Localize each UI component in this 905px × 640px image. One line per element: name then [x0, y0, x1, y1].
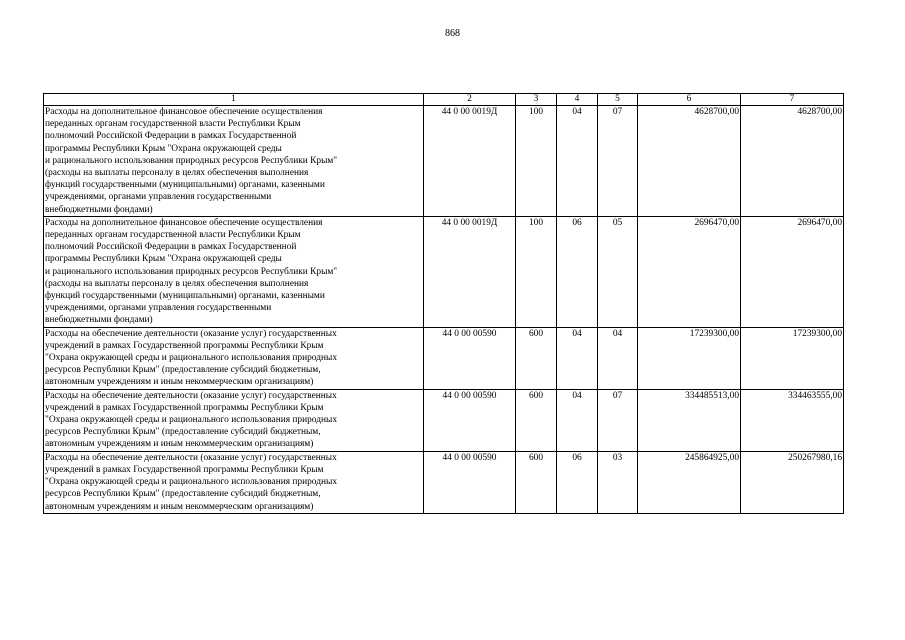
row-section: 06	[557, 451, 598, 513]
header-row	[44, 94, 844, 106]
header-col-1: 1	[44, 94, 424, 106]
row-section: 04	[557, 327, 598, 389]
row-amount-6: 334485513,00	[638, 389, 741, 451]
row-subsection: 04	[598, 327, 638, 389]
header-col-4: 4	[557, 94, 598, 106]
row-description: Расходы на дополнительное финансовое обеспечение осуществления переданных органам государственной власти Республики Крым полномочий Российской Федерации в рамках Государственной программы Республики Крым "Охрана окружающей среды и рационального использования природных ресурсов Республики Крым" (расходы на выплаты персоналу в целях обеспечения выполнения функций государственными (муниципальными) органами, казенными учреждениями, органами управления государственными внебюджетными фондами)	[44, 106, 424, 217]
header-col-5: 5	[598, 94, 638, 106]
table-row	[44, 451, 844, 513]
header-col-7: 7	[741, 94, 844, 106]
page-number: 868	[445, 28, 460, 39]
row-amount-7: 250267980,16	[741, 451, 844, 513]
table-row	[44, 389, 844, 451]
row-subsection: 05	[598, 216, 638, 327]
row-description: Расходы на дополнительное финансовое обеспечение осуществления переданных органам государственной власти Республики Крым полномочий Российской Федерации в рамках Государственной программы Республики Крым "Охрана окружающей среды и рационального использования природных ресурсов Республики Крым" (расходы на выплаты персоналу в целях обеспечения выполнения функций государственными (муниципальными) органами, казенными учреждениями, органами управления государственными внебюджетными фондами)	[44, 216, 424, 327]
header-col-3: 3	[516, 94, 557, 106]
row-target-code: 44 0 00 0019Д	[424, 216, 516, 327]
row-subsection: 07	[598, 389, 638, 451]
row-amount-7: 17239300,00	[741, 327, 844, 389]
row-expense-type: 600	[516, 389, 557, 451]
row-target-code: 44 0 00 00590	[424, 327, 516, 389]
header-col-6: 6	[638, 94, 741, 106]
row-amount-6: 17239300,00	[638, 327, 741, 389]
row-section: 04	[557, 106, 598, 217]
row-section: 04	[557, 389, 598, 451]
row-expense-type: 600	[516, 327, 557, 389]
row-expense-type: 100	[516, 216, 557, 327]
row-target-code: 44 0 00 00590	[424, 451, 516, 513]
header-col-2: 2	[424, 94, 516, 106]
row-target-code: 44 0 00 00590	[424, 389, 516, 451]
table-row	[44, 327, 844, 389]
budget-table	[43, 93, 844, 514]
row-subsection: 03	[598, 451, 638, 513]
row-amount-6: 2696470,00	[638, 216, 741, 327]
row-description: Расходы на обеспечение деятельности (оказание услуг) государственных учреждений в рамках Государственной программы Республики Крым "Охрана окружающей среды и рационального использования природных ресурсов Республики Крым" (предоставление субсидий бюджетным, автономным учреждениям и иным некоммерческим организациям)	[44, 451, 424, 513]
row-description: Расходы на обеспечение деятельности (оказание услуг) государственных учреждений в рамках Государственной программы Республики Крым "Охрана окружающей среды и рационального использования природных ресурсов Республики Крым" (предоставление субсидий бюджетным, автономным учреждениям и иным некоммерческим организациям)	[44, 389, 424, 451]
row-amount-6: 4628700,00	[638, 106, 741, 217]
row-amount-7: 4628700,00	[741, 106, 844, 217]
row-subsection: 07	[598, 106, 638, 217]
row-expense-type: 600	[516, 451, 557, 513]
row-expense-type: 100	[516, 106, 557, 217]
row-description: Расходы на обеспечение деятельности (оказание услуг) государственных учреждений в рамках Государственной программы Республики Крым "Охрана окружающей среды и рационального использования природных ресурсов Республики Крым" (предоставление субсидий бюджетным, автономным учреждениям и иным некоммерческим организациям)	[44, 327, 424, 389]
row-target-code: 44 0 00 0019Д	[424, 106, 516, 217]
row-amount-7: 2696470,00	[741, 216, 844, 327]
row-amount-7: 334463555,00	[741, 389, 844, 451]
table-row	[44, 216, 844, 327]
row-section: 06	[557, 216, 598, 327]
table-row	[44, 106, 844, 217]
row-amount-6: 245864925,00	[638, 451, 741, 513]
